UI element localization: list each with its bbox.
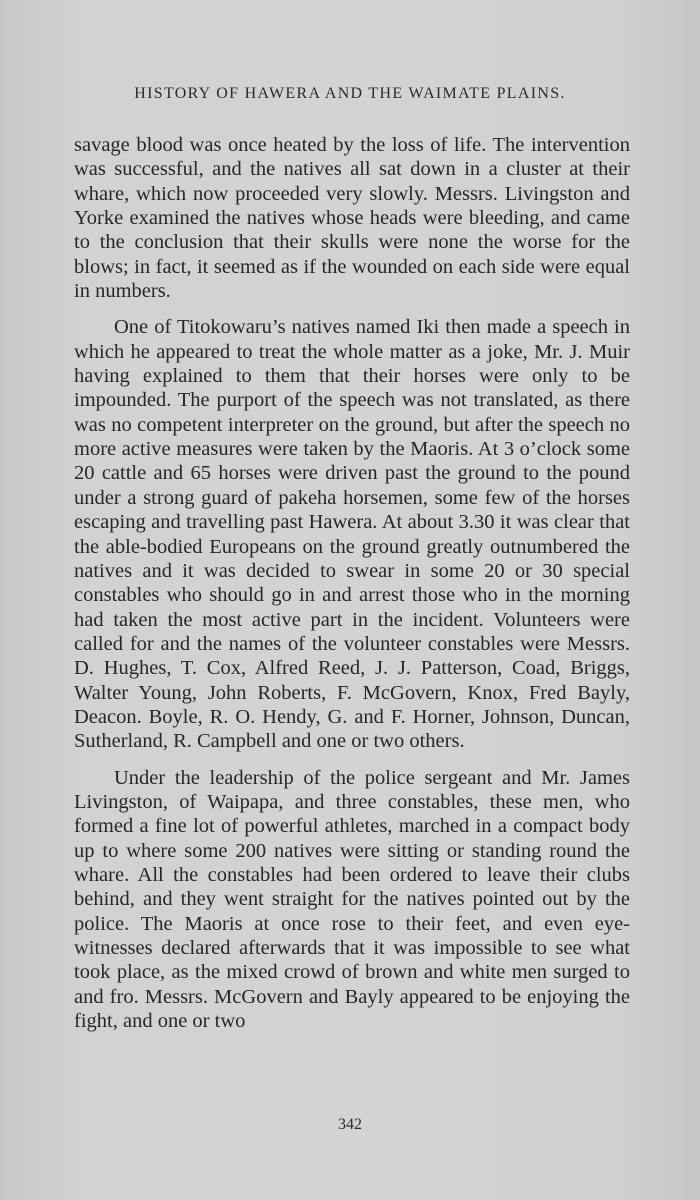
paragraph-iki-speech: One of Titokowaru’s natives named Iki then made a speech in which he appeared to treat the whole matter as a joke, Mr. J. Muir having explained to them that their horses were only to be impounded. The purport of the speech was not translated, as there was no competent interpreter on the ground, but after the speech no more active measures were taken by the Maoris. At 3 o’clock some 20 cattle and 65 horses were driven past the ground to the pound under a strong guard of pakeha horsemen, some few of the horses escaping and travelling past Hawera. At about 3.30 it was clear that the able-bodied Europeans on the ground greatly outnumbered the natives and it was decided to swear in some 20 or 30 special constables who should go in and arrest those who in the morning had taken the most active part in the incident. Volunteers were called for and the names of the volunteer constables were Messrs. D. Hughes, T. Cox, Alfred Reed, J. J. Patterson, Coad, Briggs, Walter Young, John Roberts, F. McGovern, Knox, Fred Bayly, Deacon. Boyle, R. O. Hendy, G. and F. Horner, Johnson, Duncan, Sutherland, R. Campbell and one or two others. <box>74 316 630 753</box>
paragraph-arrest: Under the leadership of the police sergeant and Mr. James Livingston, of Waipapa, and three constables, these men, who formed a fine lot of powerful athletes, marched in a compact body up to where some 200 natives were sitting or standing round the whare. All the constables had been ordered to leave their clubs behind, and they went straight for the natives pointed out by the police. The Maoris at once rose to their feet, and even eye-witnesses declared afterwards that it was impossible to see what took place, as the mixed crowd of brown and white men surged to and fro. Messrs. McGovern and Bayly appeared to be enjoying the fight, and one or two <box>74 766 630 1033</box>
paragraph-continued: savage blood was once heated by the loss of life. The intervention was successful, and the natives all sat down in a cluster at their whare, which now proceeded very slowly. Messrs. Livingston and Yorke examined the natives whose heads were bleeding, and came to the conclusion that their skulls were none the worse for the blows; in fact, it seemed as if the wounded on each side were equal in numbers. <box>74 134 630 303</box>
body-text <box>74 133 630 1045</box>
running-head: HISTORY OF HAWERA AND THE WAIMATE PLAINS. <box>134 85 566 102</box>
page-number: 342 <box>338 1116 362 1133</box>
